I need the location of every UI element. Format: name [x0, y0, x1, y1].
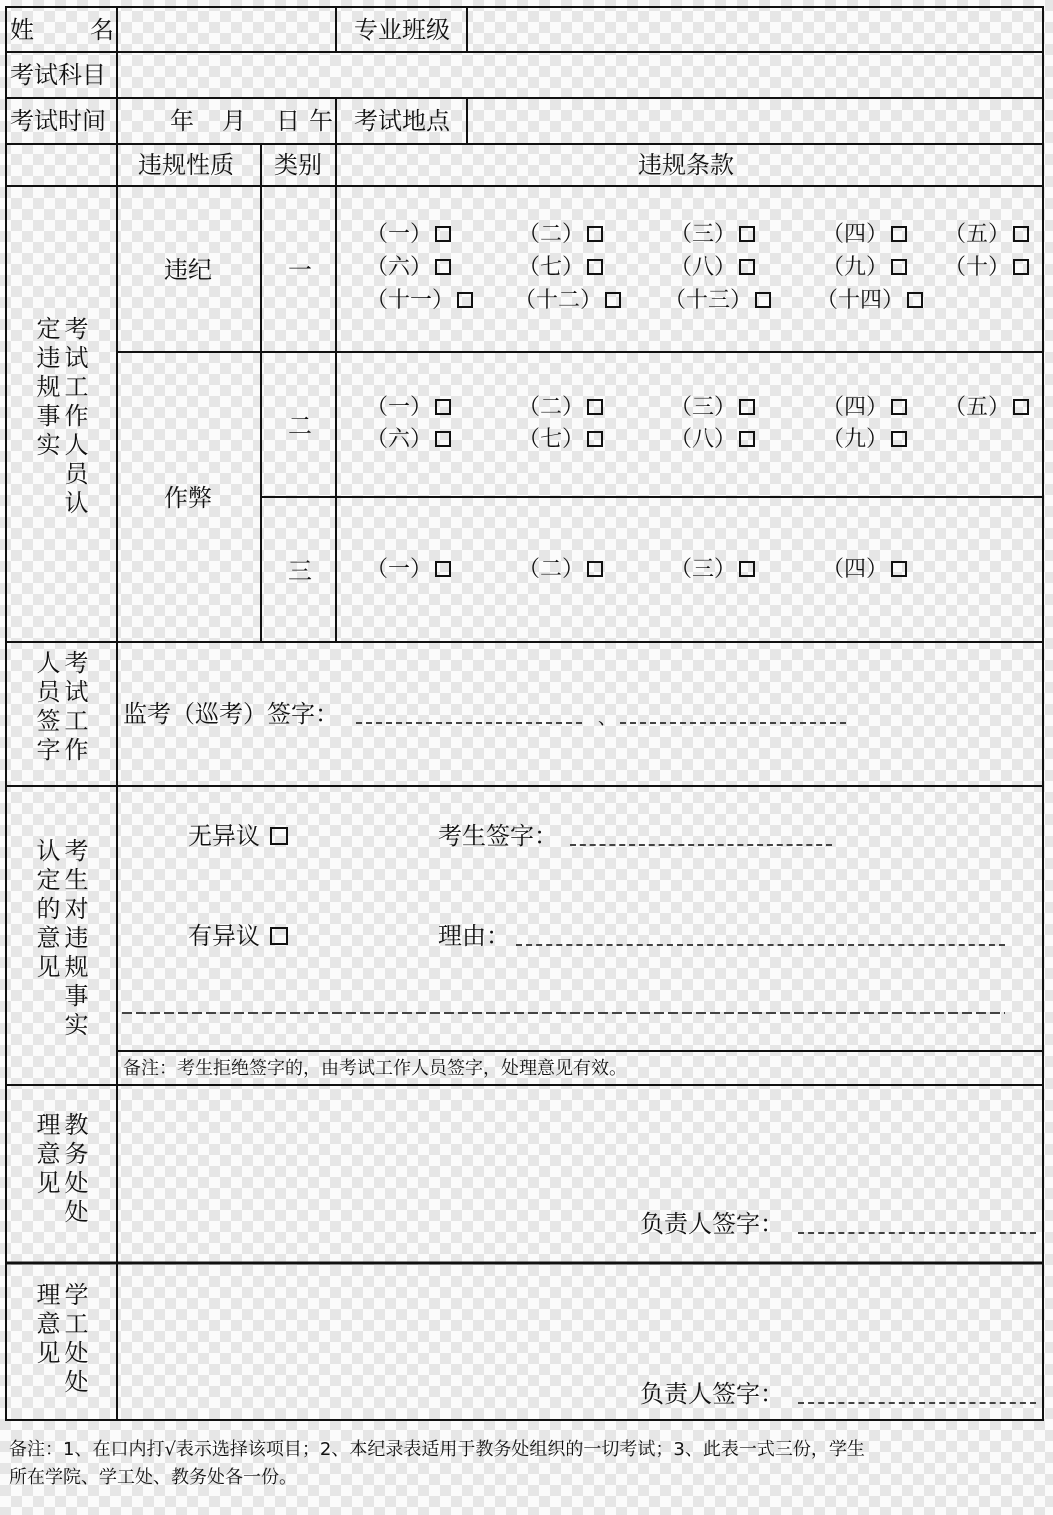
student-affairs-section-label: 学工处处理意见 [32, 1282, 88, 1398]
checkbox-icon[interactable] [1013, 399, 1029, 415]
clause-checkbox[interactable]: （二） [518, 559, 603, 581]
name-label-first: 姓 [10, 16, 34, 44]
clauses-column-header: 违规条款 [638, 151, 734, 179]
category-two: 二 [288, 412, 312, 440]
student-opinion-note: 备注：考生拒绝签字的，由考试工作人员签字，处理意见有效。 [123, 1058, 627, 1079]
place-label: 考试地点 [354, 107, 450, 135]
clause-checkbox[interactable]: （四） [822, 397, 907, 419]
staff-facts-label: 考试工作人员认定违规事实 [32, 316, 88, 519]
nature-discipline: 违纪 [164, 256, 212, 284]
student-affairs-sign-label: 负责人签字： [640, 1380, 784, 1408]
clause-checkbox[interactable]: （五） [944, 397, 1029, 419]
footer-note-line-2: 所在学院、学工处、教务处各一份。 [9, 1467, 297, 1488]
checkbox-icon[interactable] [1013, 259, 1029, 275]
checkbox-icon[interactable] [435, 561, 451, 577]
checkbox-icon[interactable] [605, 292, 621, 308]
student-affairs-sign-line[interactable] [798, 1396, 1036, 1404]
class-label: 专业班级 [354, 16, 450, 44]
invigilator-sign-label: 监考（巡考）签字： [123, 700, 339, 728]
clause-checkbox[interactable]: （六） [366, 257, 451, 279]
student-sign-label: 考生签字： [438, 822, 558, 850]
clause-checkbox[interactable]: （八） [670, 257, 755, 279]
invigilator-sign-line-1[interactable] [356, 716, 582, 724]
checkbox-icon[interactable] [435, 431, 451, 447]
checkbox-icon[interactable] [587, 561, 603, 577]
month-label: 月 [222, 107, 246, 135]
subject-field[interactable] [119, 54, 1041, 96]
category-three: 三 [288, 557, 312, 585]
nature-column-header: 违规性质 [138, 151, 234, 179]
category-one: 一 [288, 256, 312, 284]
checkbox-icon[interactable] [891, 561, 907, 577]
checkbox-icon[interactable] [435, 399, 451, 415]
clause-checkbox[interactable]: （一） [366, 559, 451, 581]
clause-checkbox[interactable]: （二） [518, 397, 603, 419]
checkbox-icon[interactable] [587, 399, 603, 415]
clause-checkbox[interactable]: （一） [366, 224, 451, 246]
checkbox-icon[interactable] [457, 292, 473, 308]
clause-checkbox[interactable]: （三） [670, 224, 755, 246]
category-column-header: 类别 [274, 151, 322, 179]
student-opinion-section-label: 考生对违规事实认定的意见 [32, 838, 88, 1041]
checkbox-icon[interactable] [739, 399, 755, 415]
student-sign-line[interactable] [570, 838, 832, 846]
checkbox-icon[interactable] [755, 292, 771, 308]
checkbox-icon[interactable] [739, 226, 755, 242]
class-field[interactable] [469, 9, 1041, 50]
subject-label: 考试科目 [10, 61, 106, 89]
checkbox-icon[interactable] [435, 226, 451, 242]
reason-line[interactable] [516, 938, 1005, 946]
half-day-label: 午 [309, 107, 333, 135]
clause-checkbox[interactable]: （十一） [366, 290, 473, 312]
clause-checkbox[interactable]: （四） [822, 224, 907, 246]
clause-checkbox[interactable]: （五） [944, 224, 1029, 246]
checkbox-icon[interactable] [270, 827, 288, 845]
clause-checkbox[interactable]: （一） [366, 397, 451, 419]
checkbox-icon[interactable] [587, 226, 603, 242]
clause-checkbox[interactable]: （七） [518, 257, 603, 279]
name-field[interactable] [119, 9, 334, 50]
checkbox-icon[interactable] [739, 259, 755, 275]
checkbox-icon[interactable] [435, 259, 451, 275]
year-label: 年 [170, 107, 194, 135]
clause-checkbox[interactable]: （十） [944, 257, 1029, 279]
checkbox-icon[interactable] [891, 226, 907, 242]
checkbox-icon[interactable] [1013, 226, 1029, 242]
invigilator-sign-line-2[interactable] [620, 716, 846, 724]
clause-checkbox[interactable]: （三） [670, 559, 755, 581]
checkbox-icon[interactable] [739, 431, 755, 447]
objection-option[interactable]: 有异议 [188, 924, 288, 948]
clause-checkbox[interactable]: （十四） [816, 290, 923, 312]
clause-checkbox[interactable]: （十二） [514, 290, 621, 312]
clause-checkbox[interactable]: （三） [670, 397, 755, 419]
staff-sign-section-label: 考试工作人员签字 [32, 650, 88, 766]
academic-office-sign-line[interactable] [798, 1226, 1036, 1234]
reason-label: 理由： [438, 922, 510, 950]
place-field[interactable] [469, 100, 1041, 142]
checkbox-icon[interactable] [891, 399, 907, 415]
academic-office-section-label: 教务处处理意见 [32, 1112, 88, 1228]
checkbox-icon[interactable] [739, 561, 755, 577]
clause-checkbox[interactable]: （七） [518, 429, 603, 451]
clause-checkbox[interactable]: （十三） [664, 290, 771, 312]
clause-checkbox[interactable]: （二） [518, 224, 603, 246]
nature-cheating: 作弊 [164, 484, 212, 512]
clause-checkbox[interactable]: （九） [822, 257, 907, 279]
checkbox-icon[interactable] [587, 431, 603, 447]
checkbox-icon[interactable] [587, 259, 603, 275]
footer-note-line-1: 备注：1、在口内打√表示选择该项目；2、本纪录表适用于教务处组织的一切考试；3、此表一式三份，学生 [9, 1439, 865, 1460]
checkbox-icon[interactable] [270, 927, 288, 945]
checkbox-icon[interactable] [891, 259, 907, 275]
clause-checkbox[interactable]: （六） [366, 429, 451, 451]
time-label: 考试时间 [10, 107, 106, 135]
checkbox-icon[interactable] [891, 431, 907, 447]
sign-separator: 、 [598, 708, 616, 729]
day-label: 日 [276, 107, 300, 135]
clause-checkbox[interactable]: （九） [822, 429, 907, 451]
name-label-second: 名 [90, 16, 114, 44]
no-objection-option[interactable]: 无异议 [188, 824, 288, 848]
checkbox-icon[interactable] [907, 292, 923, 308]
clause-checkbox[interactable]: （四） [822, 559, 907, 581]
clause-checkbox[interactable]: （八） [670, 429, 755, 451]
academic-office-sign-label: 负责人签字： [640, 1210, 784, 1238]
